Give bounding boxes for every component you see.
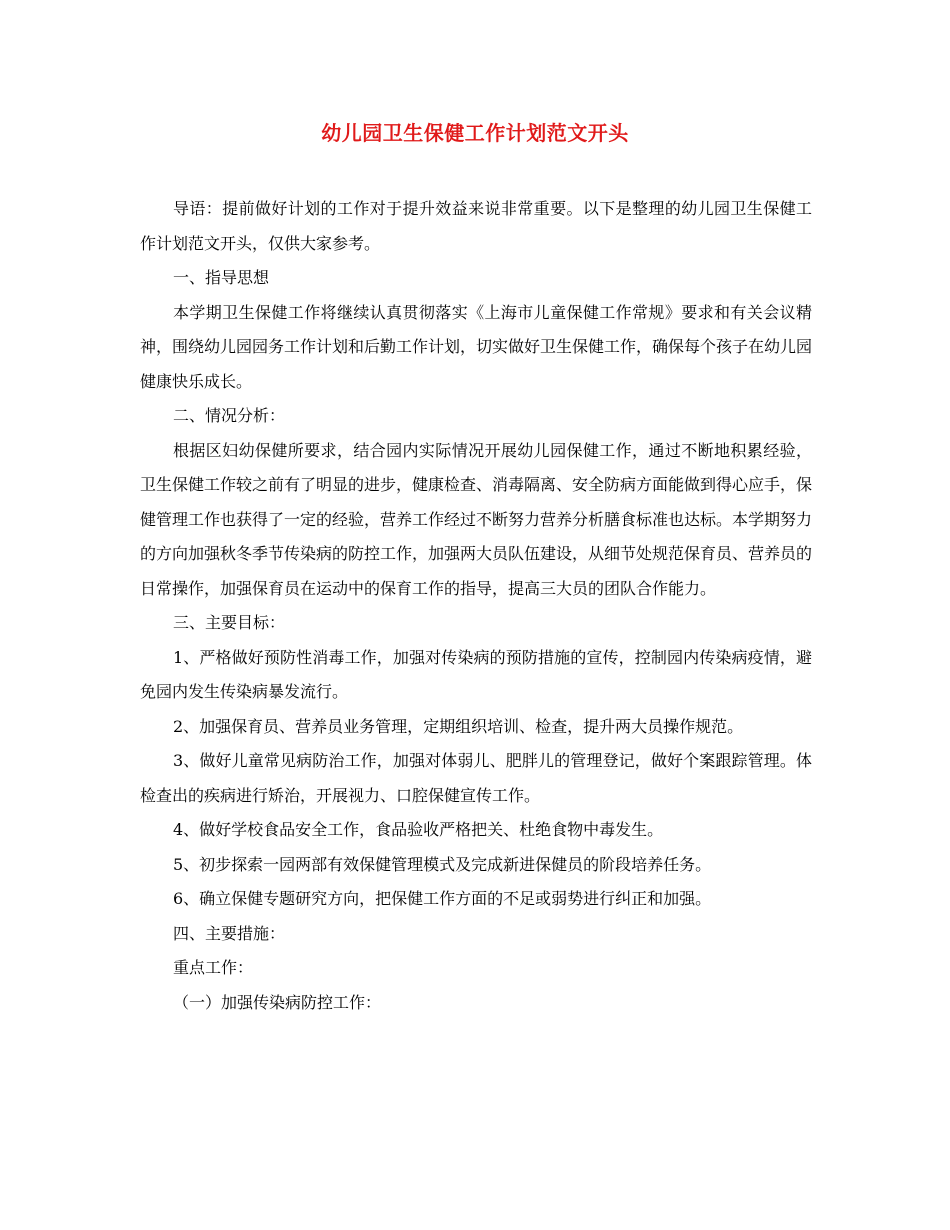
situation-analysis-paragraph: 根据区妇幼保健所要求，结合园内实际情况开展幼儿园保健工作，通过不断地积累经验，卫生保健工作较之前有了明显的进步，健康检查、消毒隔离、安全防病方面能做到得心应手，保健管理工作也获得了一定的经验，营养工作经过不断努力营养分析膳食标准也达标。本学期努力的方向加强秋冬季节传染病的防控工作，加强两大员队伍建设，从细节处规范保育员、营养员的日常操作，加强保育员在运动中的保育工作的指导，提高三大员的团队合作能力。 — [140, 440, 813, 598]
goal-item: 3、做好儿童常见病防治工作，加强对体弱儿、肥胖儿的管理登记，做好个案跟踪管理。体检查出的疾病进行矫治，开展视力、口腔保健宣传工作。 — [140, 751, 812, 805]
section-heading-main-measures: 四、主要措施： — [173, 923, 286, 943]
subsection-heading-infection-control: （一）加强传染病防控工作： — [173, 992, 382, 1012]
key-work-label: 重点工作： — [173, 958, 254, 977]
goal-item: 5、初步探索一园两部有效保健管理模式及完成新进保健员的阶段培养任务。 — [173, 854, 712, 874]
goal-item: 6、确立保健专题研究方向，把保健工作方面的不足或弱势进行纠正和加强。 — [173, 889, 712, 908]
section-heading-situation-analysis: 二、情况分析： — [173, 406, 286, 425]
document-title: 幼儿园卫生保健工作计划范文开头 — [321, 121, 629, 145]
goal-item: 4、做好学校食品安全工作，食品验收严格把关、杜绝食物中毒发生。 — [173, 820, 664, 839]
guiding-ideas-paragraph: 本学期卫生保健工作将继续认真贯彻落实《上海市儿童保健工作常规》要求和有关会议精神，围绕幼儿园园务工作计划和后勤工作计划，切实做好卫生保健工作，确保每个孩子在幼儿园健康快乐成长。 — [140, 302, 813, 391]
goal-item: 1、严格做好预防性消毒工作，加强对传染病的预防措施的宣传，控制园内传染病疫情，避免园内发生传染病暴发流行。 — [140, 647, 812, 701]
section-heading-guiding-ideas: 一、指导思想 — [173, 268, 270, 287]
section-heading-main-goals: 三、主要目标： — [173, 613, 286, 632]
goal-item: 2、加强保育员、营养员业务管理，定期组织培训、检查，提升两大员操作规范。 — [173, 716, 744, 736]
intro-paragraph: 导语：提前做好计划的工作对于提升效益来说非常重要。以下是整理的幼儿园卫生保健工作计划范文开头，仅供大家参考。 — [140, 199, 812, 253]
document-body — [140, 192, 812, 1020]
